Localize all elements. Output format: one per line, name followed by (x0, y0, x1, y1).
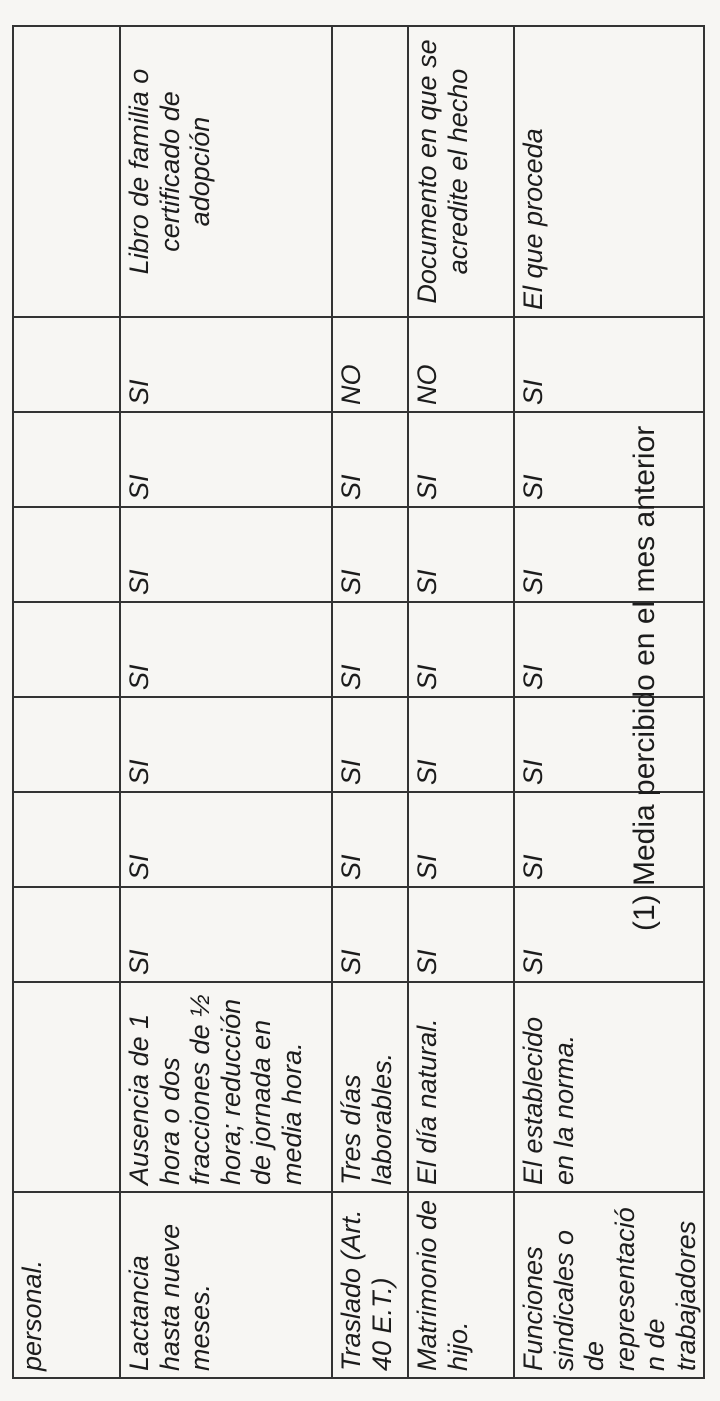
value-cell: SI (408, 792, 514, 887)
table-row (514, 26, 704, 1378)
justificante-cell: El que proceda (514, 26, 704, 317)
value-cell: SI (408, 412, 514, 507)
duracion-cell: Ausencia de 1 hora o dos fracciones de ½ hora; reducción de jornada en media hora. (120, 982, 332, 1192)
footnote: (1) Media percibido en el mes anterior (628, 425, 661, 931)
justificante-cell: Libro de familia o certificado de adopción (120, 26, 332, 317)
table-row (332, 26, 408, 1378)
value-cell (13, 602, 120, 697)
value-cell (13, 507, 120, 602)
value-cell: SI (514, 507, 704, 602)
value-cell: SI (514, 792, 704, 887)
value-cell: SI (120, 697, 332, 792)
motivo-cell: Matrimonio de hijo. (408, 1192, 514, 1378)
value-cell: SI (120, 602, 332, 697)
value-cell: SI (120, 887, 332, 982)
motivo-cell: Lactancia hasta nueve meses. (120, 1192, 332, 1378)
value-cell: SI (120, 792, 332, 887)
value-cell: SI (332, 412, 408, 507)
justificante-cell (13, 26, 120, 317)
value-cell (13, 887, 120, 982)
value-cell: SI (514, 317, 704, 412)
value-cell (13, 792, 120, 887)
permisos-table (12, 25, 705, 1379)
value-cell: NO (408, 317, 514, 412)
value-cell (13, 412, 120, 507)
motivo-cell: Funciones sindicales o de representación de trabajadores (514, 1192, 704, 1378)
value-cell: SI (514, 887, 704, 982)
rotated-page (0, 1, 720, 1401)
value-cell: SI (332, 792, 408, 887)
value-cell: SI (514, 412, 704, 507)
motivo-cell: personal. (13, 1192, 120, 1378)
duracion-cell (13, 982, 120, 1192)
value-cell: SI (408, 602, 514, 697)
justificante-cell (332, 26, 408, 317)
value-cell (13, 697, 120, 792)
value-cell: SI (408, 887, 514, 982)
value-cell: SI (408, 697, 514, 792)
motivo-cell: Traslado (Art. 40 E.T.) (332, 1192, 408, 1378)
table-row (408, 26, 514, 1378)
table-row (120, 26, 332, 1378)
value-cell: SI (408, 507, 514, 602)
duracion-cell: El día natural. (408, 982, 514, 1192)
value-cell: SI (120, 412, 332, 507)
value-cell: SI (332, 602, 408, 697)
value-cell: SI (332, 887, 408, 982)
value-cell: SI (120, 507, 332, 602)
value-cell: SI (332, 697, 408, 792)
value-cell: NO (332, 317, 408, 412)
table-row (13, 26, 120, 1378)
value-cell: SI (514, 697, 704, 792)
value-cell: SI (514, 602, 704, 697)
duracion-cell: Tres días laborables. (332, 982, 408, 1192)
value-cell: SI (332, 507, 408, 602)
justificante-cell: Documento en que se acredite el hecho (408, 26, 514, 317)
duracion-cell: El establecido en la norma. (514, 982, 704, 1192)
value-cell (13, 317, 120, 412)
value-cell: SI (120, 317, 332, 412)
